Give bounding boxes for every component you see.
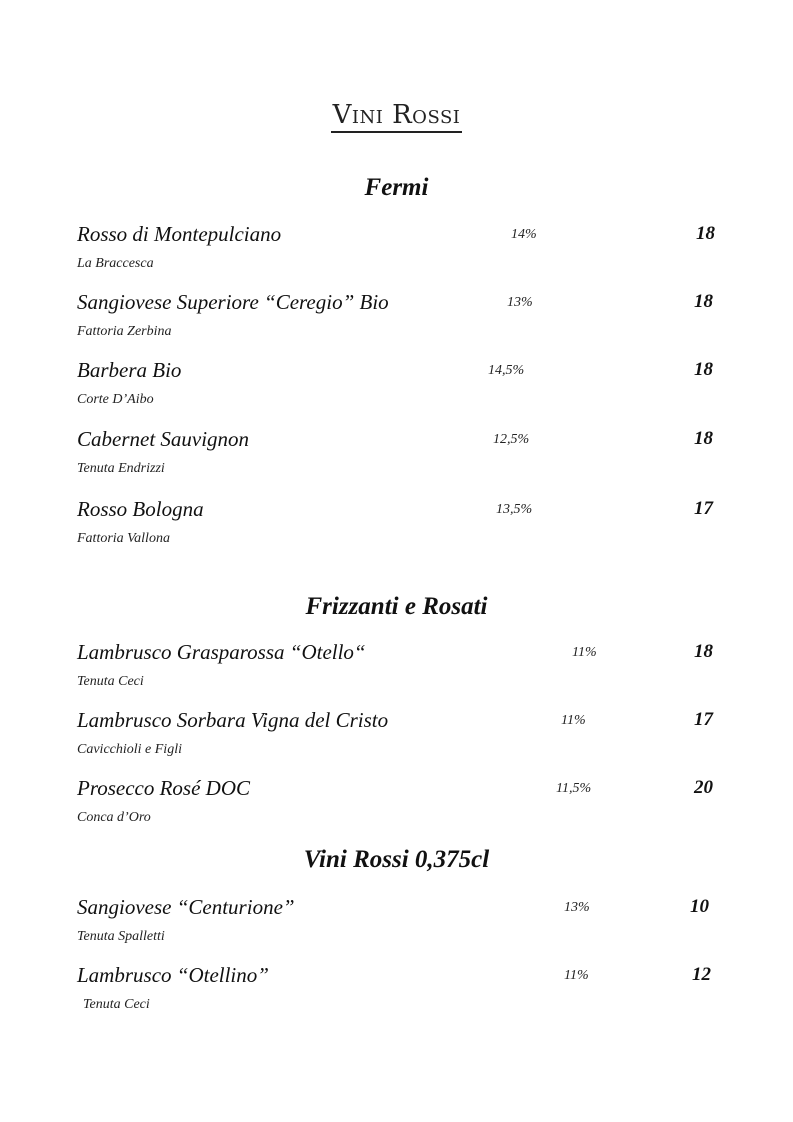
wine-item bbox=[77, 222, 727, 282]
wine-abv: 14% bbox=[511, 227, 537, 242]
page-title bbox=[0, 100, 793, 130]
wine-name: Rosso di Montepulciano bbox=[77, 222, 282, 246]
wine-producer: La Braccesca bbox=[77, 256, 154, 271]
wine-name: Barbera Bio bbox=[77, 358, 182, 382]
wine-name: Sangiovese “Centurione” bbox=[77, 895, 295, 919]
wine-price: 18 bbox=[694, 291, 713, 312]
wine-name: Prosecco Rosé DOC bbox=[77, 776, 251, 800]
wine-producer: Conca d’Oro bbox=[77, 810, 151, 825]
wine-producer: Tenuta Ceci bbox=[77, 674, 144, 689]
wine-producer: Tenuta Endrizzi bbox=[77, 461, 165, 476]
wine-price: 18 bbox=[694, 428, 713, 449]
page-title-text: Vini Rossi bbox=[331, 100, 463, 133]
wine-producer: Tenuta Ceci bbox=[83, 997, 150, 1012]
wine-abv: 12,5% bbox=[493, 432, 530, 447]
wine-item bbox=[77, 290, 727, 350]
wine-producer: Tenuta Spalletti bbox=[77, 929, 165, 944]
wine-price: 18 bbox=[694, 641, 713, 662]
wine-producer: Fattoria Vallona bbox=[77, 531, 170, 546]
wine-abv: 11,5% bbox=[556, 781, 592, 796]
wine-item bbox=[77, 776, 727, 836]
wine-price: 17 bbox=[694, 498, 713, 519]
wine-name: Rosso Bologna bbox=[77, 497, 204, 521]
wine-name: Lambrusco Grasparossa “Otello“ bbox=[77, 640, 366, 664]
wine-name: Lambrusco “Otellino” bbox=[77, 963, 269, 987]
wine-abv: 11% bbox=[561, 713, 586, 728]
wine-name: Cabernet Sauvignon bbox=[77, 427, 250, 451]
wine-abv: 13% bbox=[564, 900, 590, 915]
wine-price: 20 bbox=[694, 777, 713, 798]
wine-price: 17 bbox=[694, 709, 713, 730]
wine-item bbox=[77, 497, 727, 557]
wine-producer: Cavicchioli e Figli bbox=[77, 742, 182, 757]
wine-item bbox=[77, 358, 727, 418]
wine-name: Sangiovese Superiore “Ceregio” Bio bbox=[77, 290, 389, 314]
wine-item bbox=[77, 640, 727, 700]
wine-producer: Fattoria Zerbina bbox=[77, 324, 172, 339]
wine-item bbox=[77, 708, 727, 768]
wine-name: Lambrusco Sorbara Vigna del Cristo bbox=[77, 708, 389, 732]
wine-item bbox=[77, 895, 727, 955]
wine-abv: 11% bbox=[572, 645, 597, 660]
section-title-fermi: Fermi bbox=[364, 174, 429, 201]
wine-item bbox=[77, 963, 727, 1023]
wine-price: 12 bbox=[692, 964, 711, 985]
section-title-half-bottles: Vini Rossi 0,375cl bbox=[303, 846, 490, 873]
wine-abv: 13,5% bbox=[496, 502, 533, 517]
wine-abv: 11% bbox=[564, 968, 589, 983]
wine-producer: Corte D’Aibo bbox=[77, 392, 154, 407]
wine-abv: 13% bbox=[507, 295, 533, 310]
wine-abv: 14,5% bbox=[488, 363, 525, 378]
wine-price: 10 bbox=[690, 896, 709, 917]
wine-price: 18 bbox=[696, 223, 715, 244]
wine-price: 18 bbox=[694, 359, 713, 380]
section-title-frizzanti: Frizzanti e Rosati bbox=[305, 593, 488, 620]
wine-item bbox=[77, 427, 727, 487]
